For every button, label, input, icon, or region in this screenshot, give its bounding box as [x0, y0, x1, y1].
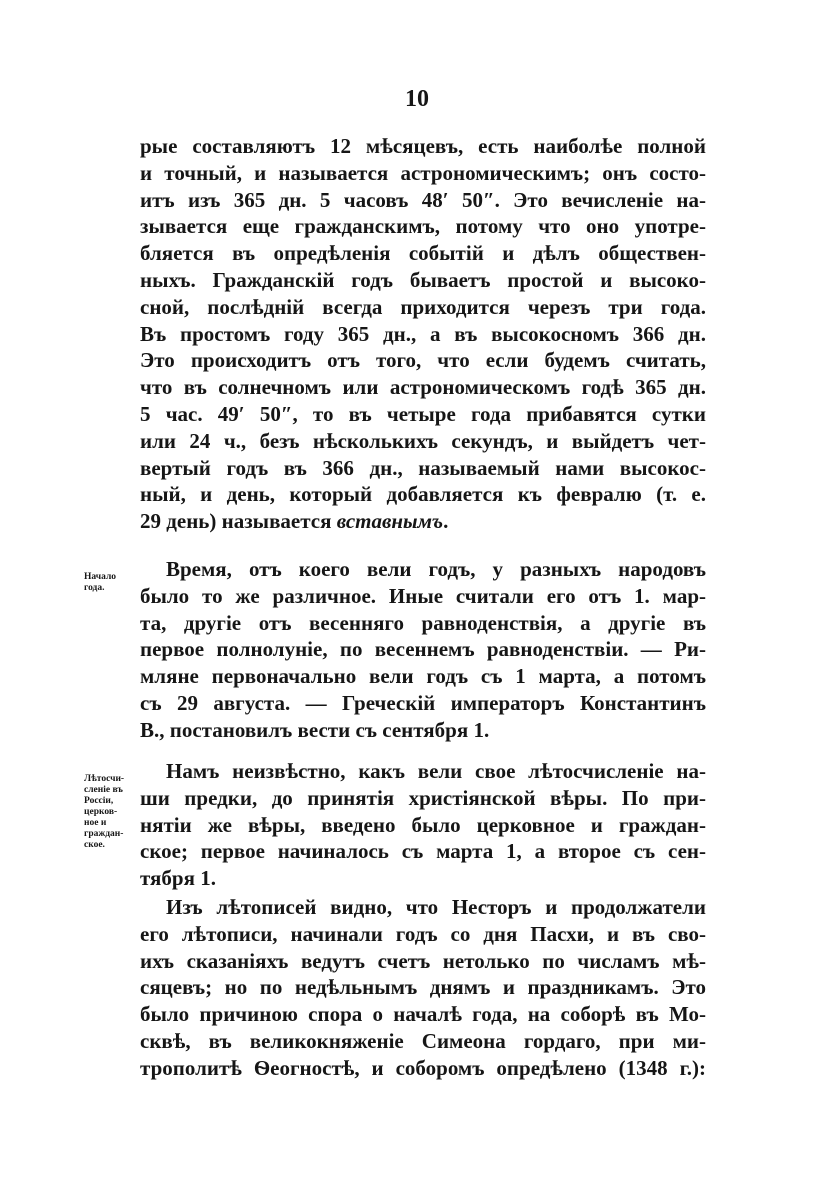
paragraph-4: [140, 894, 706, 1082]
margin-note-line: ное и: [84, 818, 107, 828]
margin-note-line: Лѣтосчи-: [84, 774, 125, 784]
text-line: Намъ неизвѣстно, какъ вели свое лѣтосчисленіе на-: [166, 759, 706, 783]
text-line: первое полнолуніе, по весеннемъ равноденствіи. — Ри-: [140, 637, 706, 662]
text-line: итъ изъ 365 дн. 5 часовъ 48′ 50″. Это вечисленіе на-: [140, 187, 706, 212]
text-line: рые составляютъ 12 мѣсяцевъ, есть наиболѣе полной: [140, 134, 706, 158]
text-line: сной, послѣдній всегда приходится черезъ три года.: [140, 294, 706, 319]
text-line: сквѣ, въ великокняженіе Симеона гордаго, при ми-: [140, 1028, 706, 1053]
text-line: та, другіе отъ весенняго равноденствія, а другіе въ: [140, 610, 706, 635]
text-line: ихъ сказаніяхъ ведутъ счетъ нетолько по числамъ мѣ-: [140, 948, 706, 973]
paragraph-1-last-line-prefix: 29 день) называется: [140, 509, 337, 534]
margin-note-line: Начало: [84, 572, 117, 582]
paragraph-2: [140, 556, 706, 744]
text-line: зывается еще гражданскимъ, потому что оно употре-: [140, 214, 706, 239]
text-line: Время, отъ коего вели годъ, у разныхъ народовъ: [166, 557, 706, 581]
text-line: ское; первое начиналось съ марта 1, а второе съ сен-: [140, 839, 706, 864]
text-line: Въ простомъ году 365 дн., а въ высокосномъ 366 дн.: [140, 321, 706, 346]
text-line: ный, и день, который добавляется къ февралю (т. е.: [140, 482, 706, 507]
margin-note-line: года.: [84, 583, 105, 593]
paragraph-1-last-line: [140, 508, 706, 535]
text-line: Это происходитъ отъ того, что если будемъ считать,: [140, 348, 706, 373]
text-line: тября 1.: [140, 866, 216, 891]
text-line: В., постановилъ вести съ сентября 1.: [140, 717, 490, 742]
text-line: было причиною спора о началѣ года, на соборѣ въ Мо-: [140, 1002, 706, 1027]
margin-note-line: ское.: [84, 840, 105, 850]
margin-note-line: граждан-: [84, 829, 124, 839]
margin-note-line: церков-: [84, 807, 118, 817]
text-line: мляне первоначально вели годъ съ 1 марта, а потомъ: [140, 664, 706, 689]
text-line: было то же различное. Иные считали его отъ 1. мар-: [140, 583, 706, 608]
text-line: или 24 ч., безъ нѣсколькихъ секундъ, и выйдетъ чет-: [140, 428, 706, 453]
text-line: и точный, и называется астрономическимъ; онъ состо-: [140, 160, 706, 185]
page-number: 10: [405, 86, 429, 112]
margin-note-line: сленіе въ: [84, 785, 123, 795]
italic-term: вставнымъ: [336, 509, 444, 534]
paragraph-1-last-line-suffix: .: [443, 509, 449, 534]
text-line: трополитѣ Ѳеогностѣ, и соборомъ опредѣлено (1348 г.):: [140, 1055, 706, 1080]
text-line: бляется въ опредѣленія событій и дѣлъ обществен-: [140, 241, 706, 266]
text-line: его лѣтописи, начинали годъ со дня Пасхи, и въ сво-: [140, 921, 706, 946]
text-line: ныхъ. Гражданскій годъ бываетъ простой и высоко-: [140, 267, 706, 292]
margin-note-beginning-of-year: [84, 572, 140, 594]
text-line: сяцевъ; но по недѣльнымъ днямъ и праздникамъ. Это: [140, 975, 706, 1000]
margin-note-line: Россіи,: [84, 796, 114, 806]
text-line: нятіи же вѣры, введено было церковное и граждан-: [140, 812, 706, 837]
text-line: вертый годъ въ 366 дн., называемый нами высокос-: [140, 455, 706, 480]
text-line: что въ солнечномъ или астрономическомъ годѣ 365 дн.: [140, 375, 706, 400]
text-line: ши предки, до принятія христіянской вѣры. По при-: [140, 785, 706, 810]
paragraph-1: [140, 133, 706, 535]
paragraph-3: [140, 758, 706, 892]
text-line: Изъ лѣтописей видно, что Несторъ и продолжатели: [166, 895, 706, 919]
text-line: съ 29 августа. — Греческій императоръ Константинъ: [140, 690, 706, 715]
text-line: 5 час. 49′ 50″, то въ четыре года прибавятся сутки: [140, 401, 706, 426]
margin-note-chronology-in-russia: [84, 774, 140, 851]
